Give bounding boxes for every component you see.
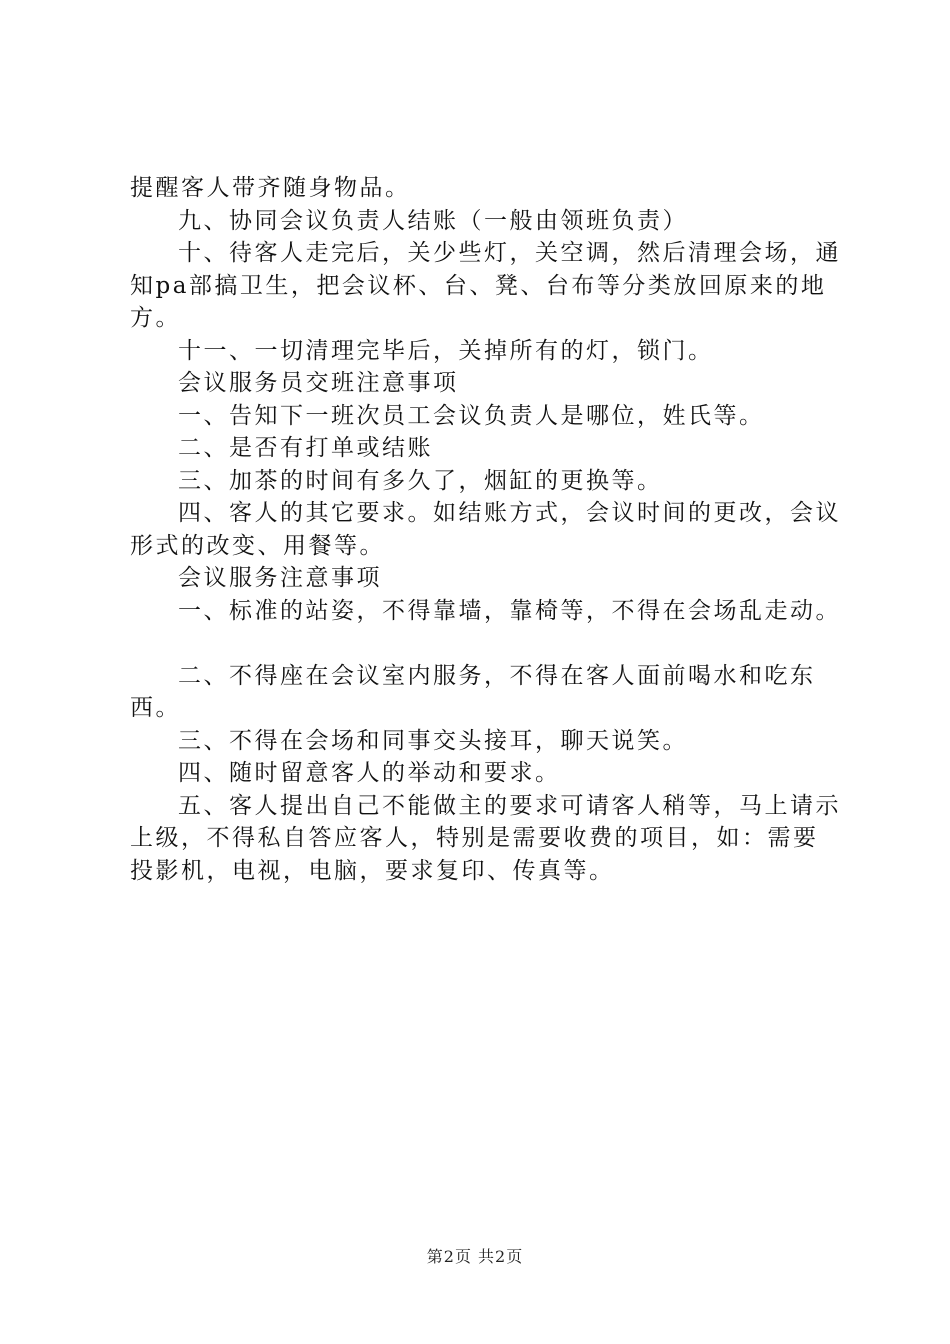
service-note-3: 三、不得在会场和同事交头接耳，聊天说笑。 bbox=[178, 727, 688, 754]
handover-item-4: 四、客人的其它要求。如结账方式，会议时间的更改，会议形式的改变、用餐等。 bbox=[130, 500, 841, 559]
service-note-1: 一、标准的站姿，不得靠墙，靠椅等，不得在会场乱走动。 bbox=[178, 597, 841, 624]
handover-item-1: 一、告知下一班次员工会议负责人是哪位，姓氏等。 bbox=[178, 402, 765, 429]
service-note-5: 五、客人提出自己不能做主的要求可请客人稍等，马上请示上级，不得私自答应客人，特别是需要收费的项目，如：需要投影机，电视，电脑，要求复印、传真等。 bbox=[130, 792, 841, 884]
paragraph-item-11: 十一、一切清理完毕后，关掉所有的灯，锁门。 bbox=[178, 337, 714, 364]
handover-item-3: 三、加茶的时间有多久了，烟缸的更换等。 bbox=[178, 467, 663, 494]
paragraph-continuation: 提醒客人带齐随身物品。 bbox=[130, 175, 411, 201]
paragraph-item-9: 九、协同会议负责人结账（一般由领班负责） bbox=[178, 207, 688, 234]
paragraph-item-10: 十、待客人走完后，关少些灯，关空调，然后清理会场，通知pa部搞卫生，把会议杯、台、凳、台布等分类放回原来的地方。 bbox=[130, 240, 841, 331]
handover-item-2: 二、是否有打单或结账 bbox=[178, 435, 433, 461]
section-heading-service-notes: 会议服务注意事项 bbox=[178, 565, 382, 591]
service-note-4: 四、随时留意客人的举动和要求。 bbox=[178, 760, 561, 786]
document-body bbox=[130, 172, 842, 887]
section-heading-handover: 会议服务员交班注意事项 bbox=[178, 370, 459, 396]
page-number-footer: 第2页 共2页 bbox=[426, 1247, 524, 1266]
service-note-2: 二、不得座在会议室内服务，不得在客人面前喝水和吃东西。 bbox=[130, 662, 816, 721]
